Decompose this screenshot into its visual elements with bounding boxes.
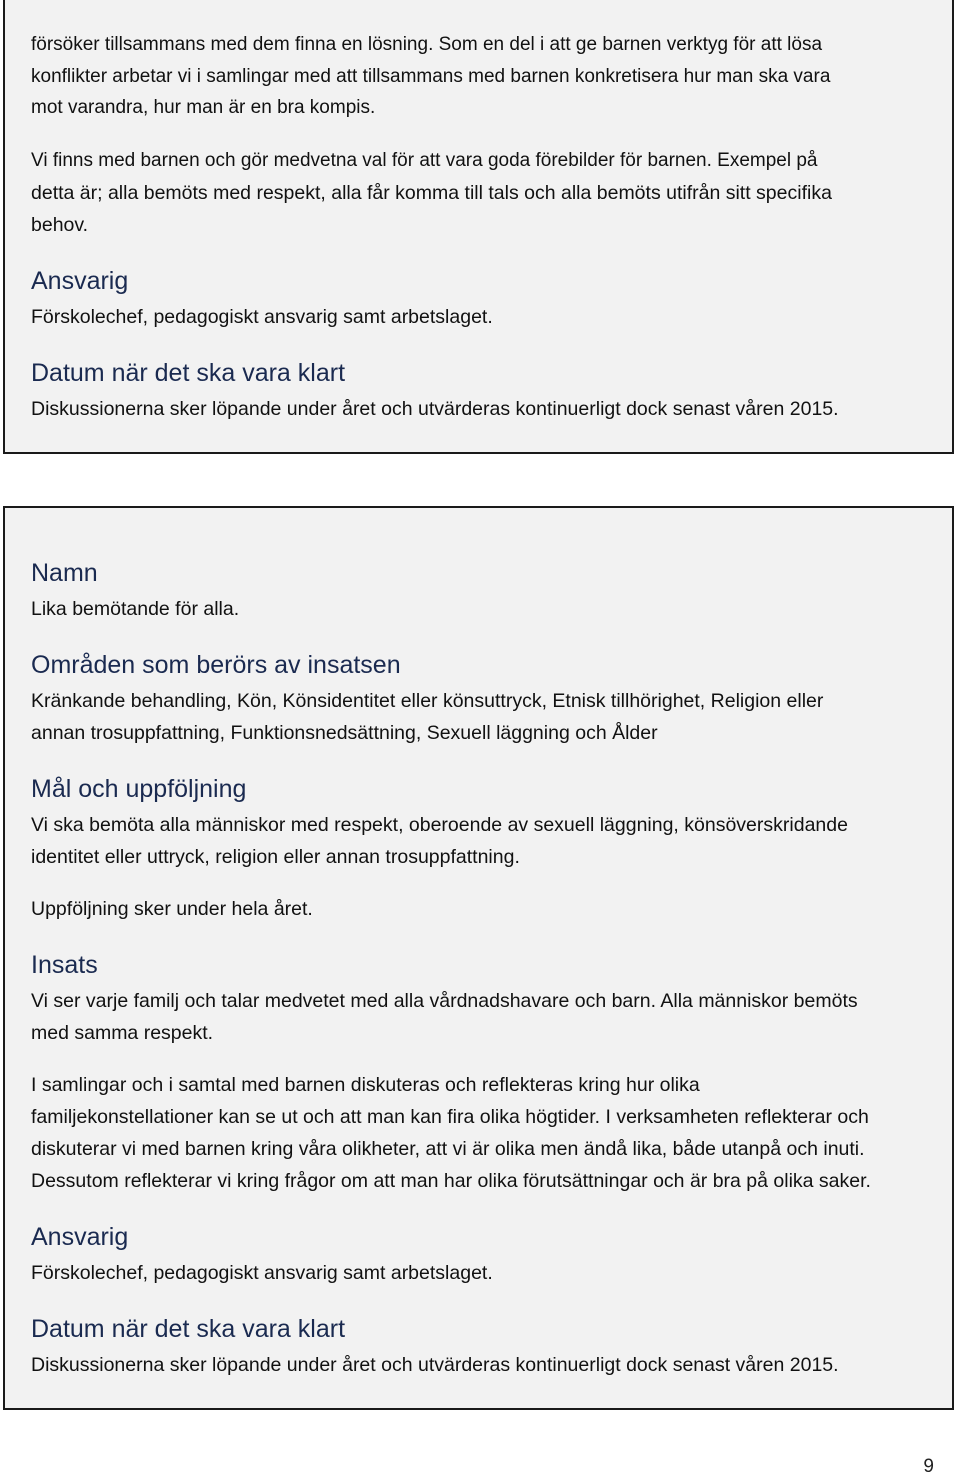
intro-line: konflikter arbetar vi i samlingar med att tillsammans med barnen konkretisera hur man ska vara: [31, 66, 831, 87]
uppfoljning-text: Uppföljning sker under hela året.: [31, 898, 313, 920]
ansvarig-heading: Ansvarig: [31, 267, 129, 295]
samling-line: diskuterar vi med barnen kring våra olikheter, att vi är olika men ändå lika, både utanpå och inuti.: [31, 1138, 865, 1160]
example-line: detta är; alla bemöts med respekt, alla får komma till tals och alla bemöts utifrån sitt specifika: [31, 182, 832, 204]
page-number: 9: [923, 1456, 934, 1477]
mal-heading: Mål och uppföljning: [31, 775, 247, 803]
namn-text: Lika bemötande för alla.: [31, 598, 240, 620]
namn-heading: Namn: [31, 559, 98, 587]
datum-text: Diskussionerna sker löpande under året och utvärderas kontinuerligt dock senast våren 2015.: [31, 1354, 839, 1376]
section-box-2: [3, 506, 954, 1410]
datum-heading: Datum när det ska vara klart: [31, 359, 346, 387]
samling-line: I samlingar och i samtal med barnen diskuteras och reflekteras kring hur olika: [31, 1074, 700, 1096]
ansvarig-heading: Ansvarig: [31, 1223, 129, 1251]
section-box-1: [3, 0, 954, 454]
intro-line: försöker tillsammans med dem finna en lösning. Som en del i att ge barnen verktyg för att lösa: [31, 34, 823, 55]
example-line: Vi finns med barnen och gör medvetna val för att vara goda förebilder för barnen. Exempel på: [31, 150, 818, 171]
samling-line: familjekonstellationer kan se ut och att man kan fira olika högtider. I verksamheten reflekterar och: [31, 1106, 869, 1128]
ansvarig-text: Förskolechef, pedagogiskt ansvarig samt arbetslaget.: [31, 1262, 493, 1284]
datum-text: Diskussionerna sker löpande under året och utvärderas kontinuerligt dock senast våren 2015.: [31, 398, 839, 420]
ansvarig-text: Förskolechef, pedagogiskt ansvarig samt arbetslaget.: [31, 306, 493, 328]
insats-line: Vi ser varje familj och talar medvetet med alla vårdnadshavare och barn. Alla människor bemöts: [31, 990, 858, 1012]
samling-line: Dessutom reflekterar vi kring frågor om att man har olika förutsättningar och är bra på olika saker.: [31, 1170, 871, 1192]
example-line: behov.: [31, 214, 89, 236]
mal-line: Vi ska bemöta alla människor med respekt, oberoende av sexuell läggning, könsöverskridande: [31, 814, 848, 836]
insats-heading: Insats: [31, 951, 98, 979]
mal-line: identitet eller uttryck, religion eller annan trosuppfattning.: [31, 846, 520, 868]
omraden-line: Kränkande behandling, Kön, Könsidentitet eller könsuttryck, Etnisk tillhörighet, Religion eller: [31, 690, 824, 712]
insats-line: med samma respekt.: [31, 1022, 214, 1044]
datum-heading: Datum när det ska vara klart: [31, 1315, 346, 1343]
intro-line: mot varandra, hur man är en bra kompis.: [31, 97, 376, 118]
omraden-heading: Områden som berörs av insatsen: [31, 651, 401, 679]
omraden-line: annan trosuppfattning, Funktionsnedsättning, Sexuell läggning och Ålder: [31, 722, 658, 744]
